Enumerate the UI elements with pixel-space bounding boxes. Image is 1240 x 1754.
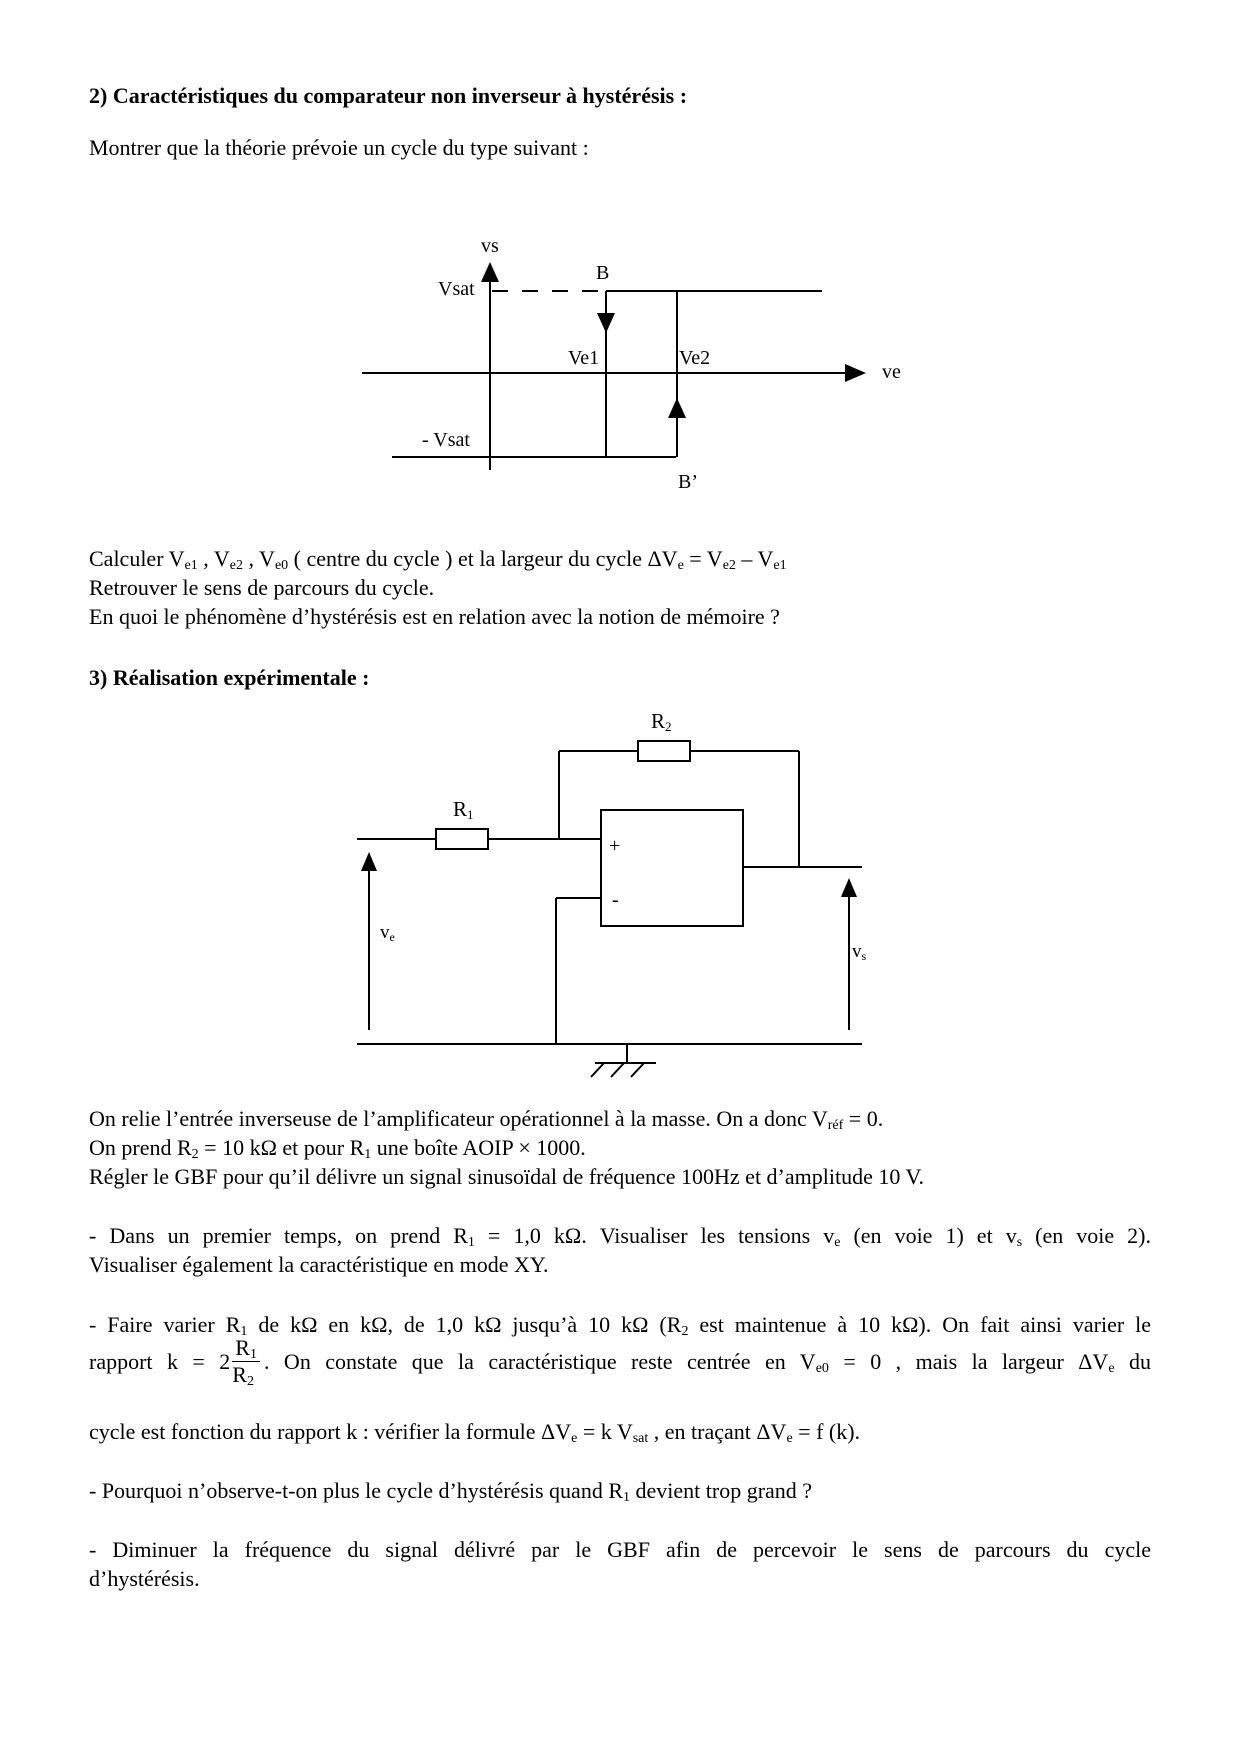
paragraph-2: On prend $R_2 = 10$ kΩ et pour $R_1$ une boîte AOIP × 1000. bbox=[89, 1135, 586, 1162]
up-arrow-icon bbox=[668, 398, 686, 418]
paragraph-6: - Faire varier $R_1$ de kΩ en kΩ, de 1,0 kΩ jusqu’à 10 kΩ ($R_2$ est maintenue à 10 kΩ). On fait ainsi varier le bbox=[89, 1312, 1151, 1339]
section-2-title: 2) Caractéristiques du comparateur non inverseur à hystérésis : bbox=[89, 83, 688, 108]
point-b-label: B bbox=[596, 262, 610, 284]
down-arrow-icon bbox=[597, 313, 615, 333]
section-3-title: 3) Réalisation expérimentale : bbox=[89, 665, 370, 690]
y-axis-label: vs bbox=[481, 235, 499, 257]
vs-label: vs bbox=[852, 941, 867, 963]
paragraph-3: Régler le GBF pour qu’il délivre un signal sinusoïdal de fréquence 100Hz et d’amplitude 10 V. bbox=[89, 1164, 925, 1189]
paragraph-10: - Diminuer la fréquence du signal délivré par le GBF afin de percevoir le sens de parcours du cycle bbox=[89, 1537, 1151, 1562]
paragraph-5: Visualiser également la caractéristique en mode XY. bbox=[89, 1252, 549, 1277]
r2-label: R2 bbox=[651, 709, 672, 734]
minus-terminal-label: - bbox=[612, 889, 619, 911]
paragraph-7: rapport k = 2 $\frac{R_1}{R_2}$ . On constate que la caractéristique reste centrée en $V_{e0} = 0$ , mais la largeur $\Delta V_e$ du bbox=[89, 1335, 1151, 1390]
paragraph-1: On relie l’entrée inverseuse de l’amplificateur opérationnel à la masse. On a donc $V_{réf} = 0$. bbox=[89, 1106, 884, 1133]
hysteresis-cycle-graph bbox=[0, 0, 1240, 520]
op-amp-box bbox=[601, 810, 743, 926]
question-2: Retrouver le sens de parcours du cycle. bbox=[89, 575, 435, 600]
section-2-intro: Montrer que la théorie prévoie un cycle du type suivant : bbox=[89, 135, 589, 160]
ratio-fraction: $\frac{R_1}{R_2}$ bbox=[232, 1335, 260, 1388]
point-b-prime-label: B’ bbox=[678, 471, 698, 493]
x-axis-arrow bbox=[845, 364, 866, 382]
paragraph-11: d’hystérésis. bbox=[89, 1566, 200, 1591]
plus-terminal-label: + bbox=[609, 835, 621, 857]
paragraph-4: - Dans un premier temps, on prend $R_1 = 1,0$ kΩ. Visualiser les tensions $v_e$ (en voie 1) et $v_s$ (en voie 2). bbox=[89, 1223, 1152, 1250]
question-1: Calculer $V_{e1}$ , $V_{e2}$ , $V_{e0}$ ( centre du cycle ) et la largeur du cycle $\Delta V_e = V_{e2} - V_{e1}$ bbox=[89, 546, 787, 573]
vs-arrowhead-icon bbox=[841, 878, 857, 897]
x-axis-label: ve bbox=[882, 361, 901, 383]
resistor-r2 bbox=[638, 741, 690, 761]
resistor-r1 bbox=[436, 829, 488, 849]
ve-label: ve bbox=[380, 922, 395, 944]
ve1-label: Ve1 bbox=[568, 347, 600, 369]
ve-arrowhead-icon bbox=[361, 852, 377, 871]
r1-label: R1 bbox=[453, 797, 474, 822]
vsat-label: Vsat bbox=[438, 278, 475, 300]
neg-vsat-label: - Vsat bbox=[422, 429, 470, 451]
circuit-diagram bbox=[0, 690, 1240, 1090]
y-axis-arrow bbox=[481, 262, 499, 282]
question-3: En quoi le phénomène d’hystérésis est en relation avec la notion de mémoire ? bbox=[89, 604, 780, 629]
paragraph-9: - Pourquoi n’observe-t-on plus le cycle d’hystérésis quand $R_1$ devient trop grand ? bbox=[89, 1478, 813, 1505]
paragraph-8: cycle est fonction du rapport k : vérifier la formule $\Delta V_e = k$ $V_{sat}$ , en traçant $\Delta V_e = f$ (k). bbox=[89, 1419, 861, 1446]
ve2-label: Ve2 bbox=[679, 347, 711, 369]
